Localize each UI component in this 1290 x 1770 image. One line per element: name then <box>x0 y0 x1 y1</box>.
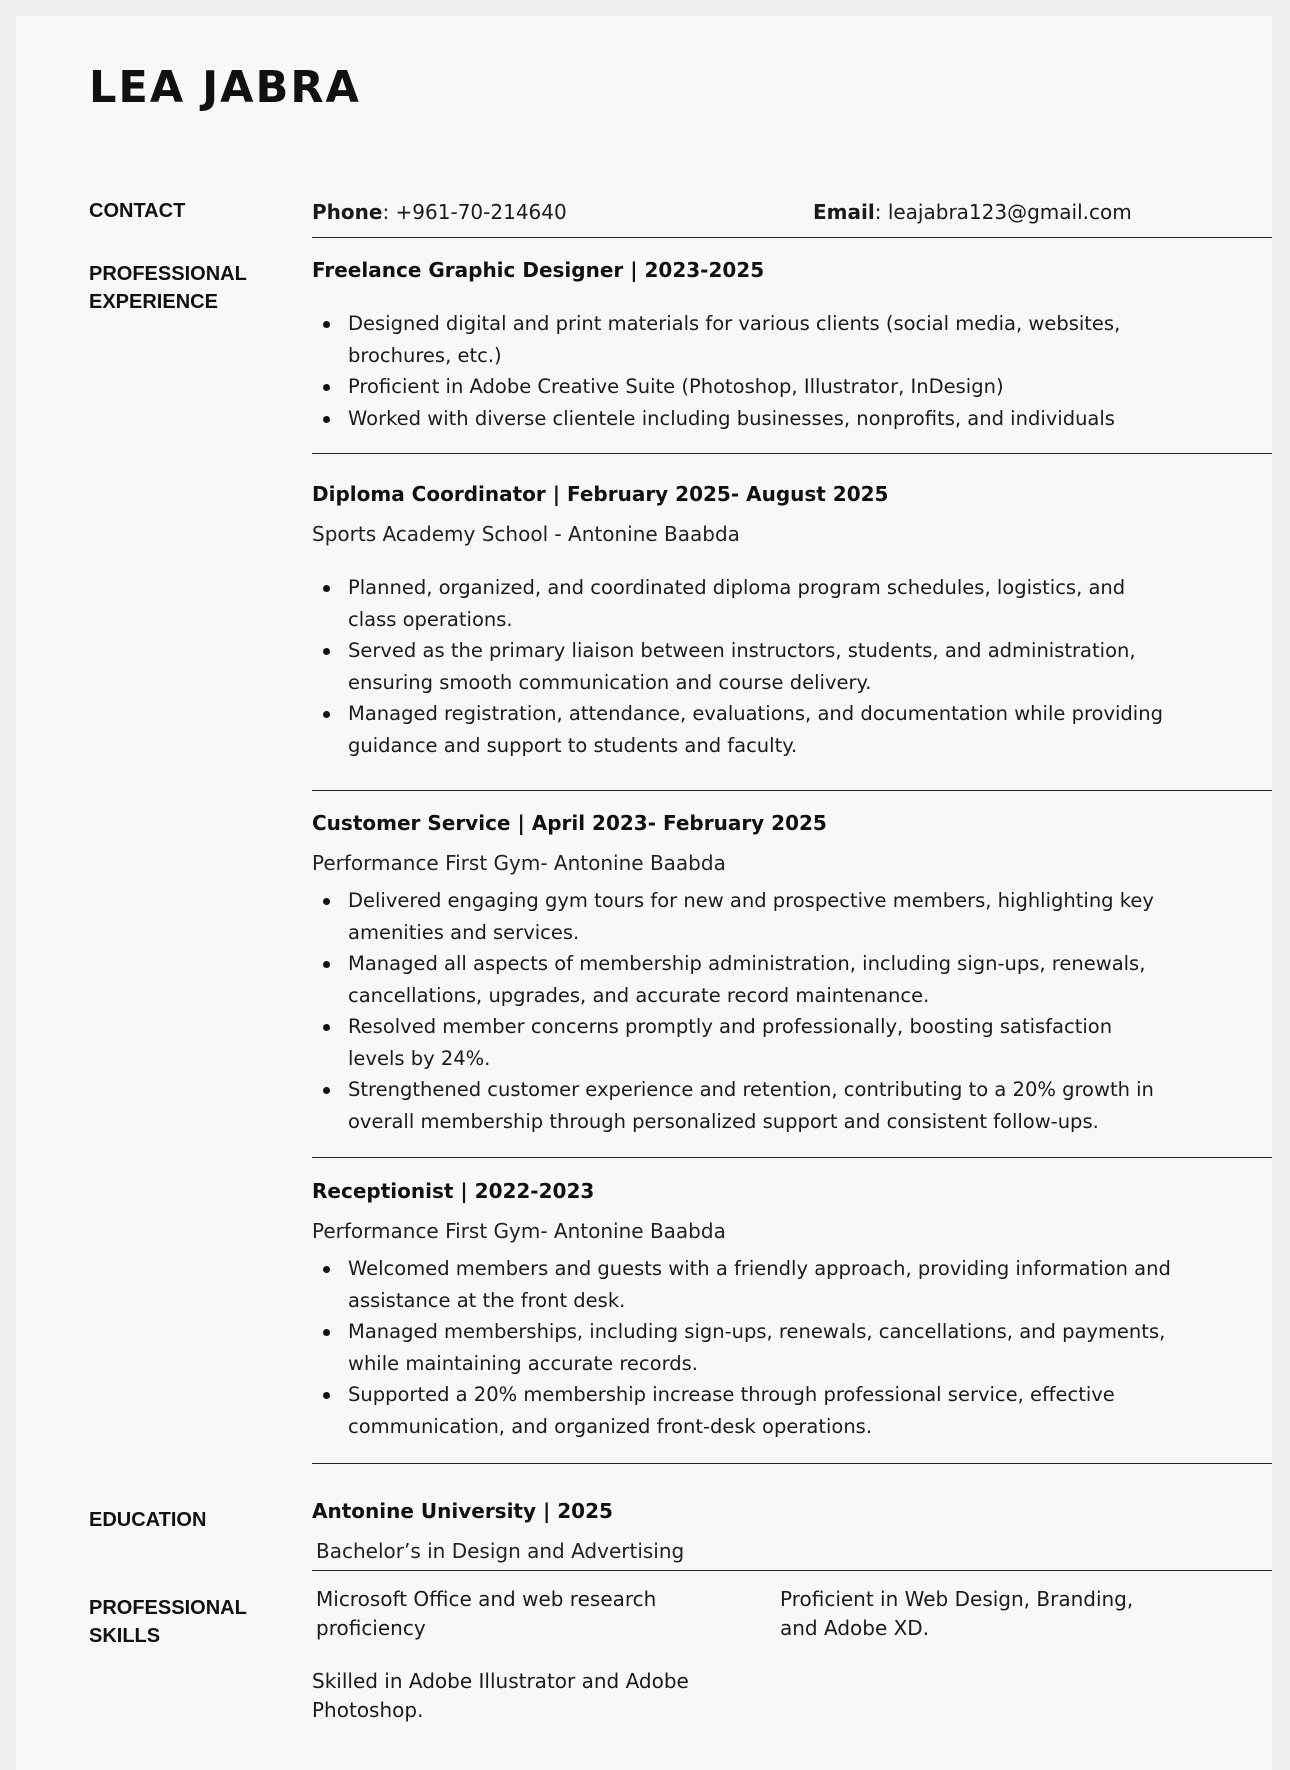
job-bullets <box>312 885 1172 1137</box>
bullet: Planned, organized, and coordinated diploma program schedules, logistics, and class operations. <box>348 572 1172 635</box>
job-receptionist <box>312 1177 1172 1442</box>
bullet: Served as the primary liaison between instructors, students, and administration, ensuring smooth communication and course delivery. <box>348 635 1172 698</box>
skills-label-line-1: PROFESSIONAL <box>89 1597 247 1619</box>
phone-contact <box>312 198 567 226</box>
education-label: EDUCATION <box>89 1509 207 1531</box>
contact-label: CONTACT <box>89 200 186 222</box>
divider <box>312 1157 1272 1158</box>
bullet: Proficient in Adobe Creative Suite (Photoshop, Illustrator, InDesign) <box>348 371 1172 403</box>
bullet: Welcomed members and guests with a friendly approach, providing information and assistance at the front desk. <box>348 1253 1172 1316</box>
job-freelance <box>312 256 1172 434</box>
job-title: Diploma Coordinator | February 2025- August 2025 <box>312 482 889 506</box>
divider <box>312 1463 1272 1464</box>
job-place: Sports Academy School - Antonine Baabda <box>312 522 740 546</box>
education-degree: Bachelor’s in Design and Advertising <box>316 1539 685 1563</box>
job-diploma-coordinator <box>312 480 1172 761</box>
job-customer-service <box>312 809 1172 1137</box>
divider <box>312 790 1272 791</box>
bullet: Supported a 20% membership increase through professional service, effective communication, and organized front-desk operations. <box>348 1379 1172 1442</box>
bullet: Designed digital and print materials for various clients (social media, websites, brochures, etc.) <box>348 308 1172 371</box>
divider <box>312 237 1272 238</box>
phone-value: : +961-70-214640 <box>382 200 567 224</box>
skill-item: Skilled in Adobe Illustrator and Adobe Photoshop. <box>312 1669 689 1722</box>
job-bullets <box>312 572 1172 761</box>
resume-page <box>16 16 1272 1770</box>
job-place: Performance First Gym- Antonine Baabda <box>312 1219 726 1243</box>
skill-item: Microsoft Office and web research proficiency <box>316 1587 657 1640</box>
bullet: Managed all aspects of membership administration, including sign-ups, renewals, cancellations, upgrades, and accurate record maintenance. <box>348 948 1172 1011</box>
phone-label: Phone <box>312 200 383 224</box>
divider <box>312 453 1272 454</box>
email-contact <box>813 198 1132 226</box>
skill-item: Proficient in Web Design, Branding, and Adobe XD. <box>780 1587 1134 1640</box>
bullet: Strengthened customer experience and retention, contributing to a 20% growth in overall membership through personalized support and consistent follow-ups. <box>348 1074 1172 1137</box>
divider <box>312 1570 1272 1571</box>
experience-label-line-1: PROFESSIONAL <box>89 263 247 285</box>
bullet: Worked with diverse clientele including businesses, nonprofits, and individuals <box>348 403 1172 435</box>
experience-label <box>89 260 269 316</box>
job-title: Receptionist | 2022-2023 <box>312 1179 595 1203</box>
job-bullets <box>312 308 1172 434</box>
job-bullets <box>312 1253 1172 1442</box>
experience-label-line-2: EXPERIENCE <box>89 291 218 313</box>
skills-label <box>89 1594 269 1650</box>
education-entry <box>312 1497 1172 1565</box>
bullet: Resolved member concerns promptly and professionally, boosting satisfaction levels by 24%. <box>348 1011 1172 1074</box>
email-label: Email <box>813 200 875 224</box>
bullet: Managed memberships, including sign-ups, renewals, cancellations, and payments, while maintaining accurate records. <box>348 1316 1172 1379</box>
bullet: Managed registration, attendance, evaluations, and documentation while providing guidance and support to students and faculty. <box>348 698 1172 761</box>
bullet: Delivered engaging gym tours for new and prospective members, highlighting key amenities and services. <box>348 885 1172 948</box>
candidate-name: LEA JABRA <box>89 62 361 113</box>
job-title: Freelance Graphic Designer | 2023-2025 <box>312 258 765 282</box>
email-value: : leajabra123@gmail.com <box>874 200 1132 224</box>
job-title: Customer Service | April 2023- February 2025 <box>312 811 827 835</box>
education-title: Antonine University | 2025 <box>312 1499 613 1523</box>
job-place: Performance First Gym- Antonine Baabda <box>312 851 726 875</box>
skills-label-line-2: SKILLS <box>89 1625 161 1647</box>
